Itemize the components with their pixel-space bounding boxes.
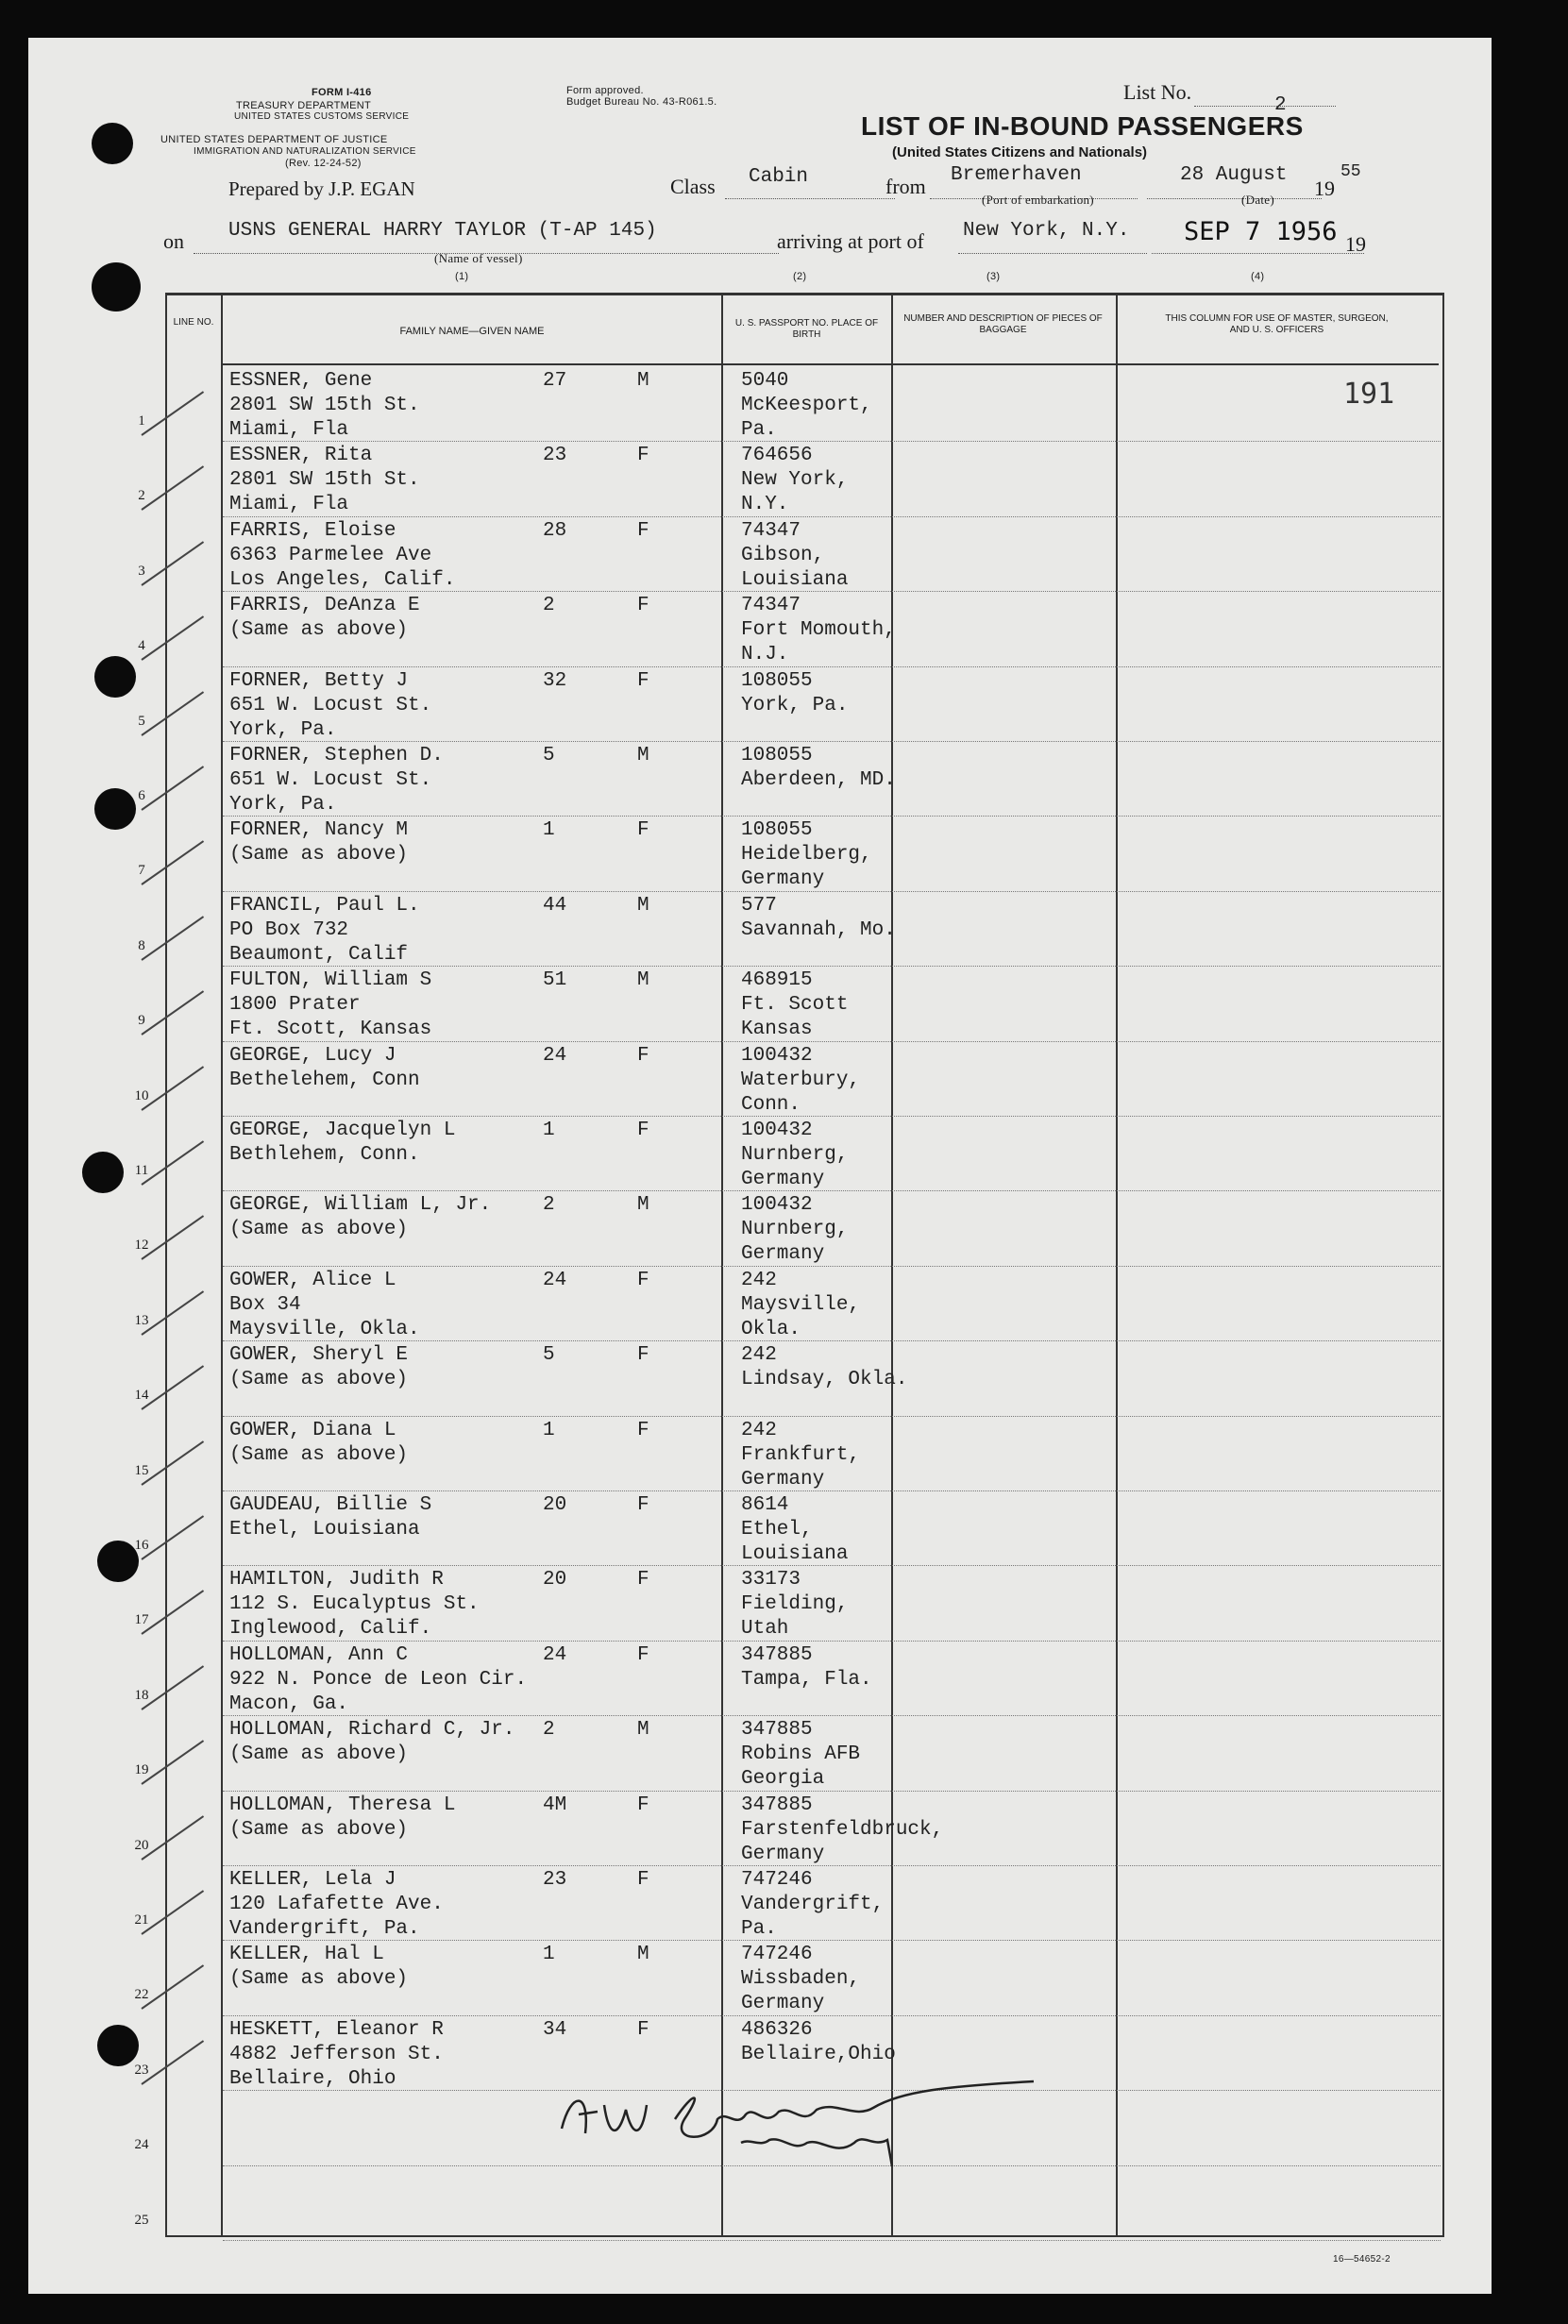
passenger-sex: F [637,1344,649,1367]
passenger-name: KELLER, Lela J [229,1869,396,1891]
passenger-age: 23 [543,1869,567,1891]
address-line-2: Miami, Fla [229,494,349,516]
passenger-age: 44 [543,894,567,917]
passenger-age: 23 [543,445,567,467]
passenger-name: HOLLOMAN, Richard C, Jr. [229,1719,515,1742]
address-line-1: 651 W. Locust St. [229,769,432,791]
birth-place-line-1: Heidelberg, [741,844,872,867]
birth-place-line-2: Conn. [741,1093,801,1116]
birth-place-line-2: Germany [741,1243,825,1266]
birth-place-line-1: Vandergrift, [741,1894,885,1915]
form-number: FORM I-416 [312,87,372,98]
birth-place-line-2: Louisiana [741,1543,849,1565]
binder-hole [97,2025,139,2066]
birth-place-line-1: York, Pa. [741,694,849,716]
passenger-age: 28 [543,519,567,542]
address-line-1: 4882 Jefferson St. [229,2043,444,2065]
address-line-1: (Same as above) [229,619,409,642]
address-line-1: 922 N. Ponce de Leon Cir. [229,1668,528,1691]
address-line-1: (Same as above) [229,1968,409,1991]
birth-place-line-1: Savannah, Mo. [741,918,896,941]
col-marker-4: (4) [1251,271,1265,282]
birth-place-line-1: Nurnberg, [741,1219,849,1241]
row-separator [223,1416,1441,1417]
passenger-name: GOWER, Alice L [229,1269,396,1291]
header-row-divider [221,363,1439,365]
passport-number: 100432 [741,1120,813,1141]
list-no: 2 [1274,94,1287,116]
passenger-age: 24 [543,1044,567,1067]
row-separator [223,1641,1441,1642]
year-suffix: 55 [1340,162,1361,181]
birth-place-line-2: Pa. [741,419,777,441]
address-line-1: 2801 SW 15th St. [229,395,420,416]
passenger-age: 1 [543,819,555,842]
birth-place-line-2: Germany [741,1843,825,1865]
passenger-name: GEORGE, William L, Jr. [229,1194,492,1217]
passenger-sex: F [637,1794,649,1816]
address-line-2: Macon, Ga. [229,1692,349,1715]
binder-hole [92,123,133,164]
arrival-date-stamp: SEP 7 1956 [1184,217,1338,246]
passenger-sex: F [637,1494,649,1516]
customs-service: UNITED STATES CUSTOMS SERVICE [234,111,410,122]
address-line-1: 2801 SW 15th St. [229,469,420,492]
line-number: 10 [134,1087,149,1103]
budget-bureau: Budget Bureau No. 43-R061.5. [566,96,717,108]
passenger-age: 32 [543,669,567,692]
passenger-sex: F [637,669,649,692]
birth-place-line-1: New York, [741,469,849,492]
passport-number: 747246 [741,1869,813,1891]
passport-number: 100432 [741,1194,813,1217]
col-header-baggage: NUMBER AND DESCRIPTION OF PIECES OF BAGGAGE [903,313,1103,335]
address-line-1: Ethel, Louisiana [229,1519,420,1541]
line-number: 14 [134,1388,149,1404]
passenger-name: HOLLOMAN, Theresa L [229,1794,456,1816]
address-line-2: Beaumont, Calif [229,943,409,966]
arrival-year-prefix: 19 [1345,232,1366,256]
line-number: 9 [138,1013,145,1029]
passenger-sex: F [637,595,649,617]
row-separator [223,1041,1441,1042]
immigration-service: IMMIGRATION AND NATURALIZATION SERVICE [194,146,416,157]
passenger-age: 5 [543,1344,555,1367]
birth-place-line-2: Louisiana [741,568,849,591]
passenger-sex: F [637,1869,649,1891]
birth-place-line-1: Farstenfeldbruck, [741,1818,944,1841]
page-title: LIST OF IN-BOUND PASSENGERS [861,111,1304,141]
from-value: Bremerhaven [951,164,1082,186]
address-line-2: Vandergrift, Pa. [229,1918,420,1940]
revision: (Rev. 12-24-52) [285,158,362,169]
passport-number: 8614 [741,1494,789,1516]
row-separator [223,2015,1441,2016]
birth-place-line-1: Frankfurt, [741,1443,861,1466]
passport-number: 108055 [741,669,813,692]
row-separator [223,966,1441,967]
class-line [725,198,895,199]
passenger-age: 1 [543,1120,555,1141]
passenger-name: FORNER, Stephen D. [229,745,444,766]
officer-stamp-number: 191 [1343,378,1395,411]
row-separator [223,591,1441,592]
passenger-name: HESKETT, Eleanor R [229,2018,444,2041]
passenger-name: FORNER, Nancy M [229,819,409,842]
vessel-label: (Name of vessel) [434,251,523,265]
signature-line2 [642,2058,695,2074]
birth-place-line-2: Germany [741,1468,825,1490]
birth-place-line-2: Kansas [741,1019,813,1041]
birth-place-line-1: Ft. Scott [741,994,849,1017]
passport-number: 747246 [741,1944,813,1966]
passenger-sex: F [637,519,649,542]
birth-place-line-1: Lindsay, Okla. [741,1369,908,1391]
address-line-1: (Same as above) [229,1443,409,1466]
passport-number: 108055 [741,745,813,766]
address-line-1: (Same as above) [229,1818,409,1841]
birth-place-line-1: Robins AFB [741,1743,861,1766]
row-separator [223,516,1441,517]
address-line-1: (Same as above) [229,1369,409,1391]
line-number: 18 [134,1687,149,1703]
passenger-age: 20 [543,1569,567,1591]
line-number: 1 [138,413,145,429]
passenger-name: HOLLOMAN, Ann C [229,1643,409,1666]
row-separator [223,1865,1441,1866]
passport-number: 577 [741,894,777,917]
date-value: 28 August [1180,164,1288,186]
line-number: 12 [134,1238,149,1254]
port-line [958,253,1147,254]
class-value: Cabin [749,166,809,188]
passport-number: 5040 [741,370,789,392]
passenger-name: KELLER, Hal L [229,1944,384,1966]
passport-number: 100432 [741,1044,813,1067]
row-separator [223,816,1441,817]
passenger-sex: F [637,1643,649,1666]
arriving-label: arriving at port of [777,229,924,253]
line-number: 17 [134,1612,149,1628]
birth-place-line-2: Georgia [741,1768,825,1791]
address-line-2: Ft. Scott, Kansas [229,1019,432,1041]
address-line-2: Inglewood, Calif. [229,1618,432,1641]
birth-place-line-2: Germany [741,1169,825,1190]
arrival-date-line [1152,253,1364,254]
passenger-name: ESSNER, Rita [229,445,373,467]
col-header-name: FAMILY NAME—GIVEN NAME [399,326,545,337]
passenger-sex: F [637,1044,649,1067]
date-line [1147,198,1322,199]
passenger-age: 27 [543,370,567,392]
birth-place-line-1: Bellaire,Ohio [741,2043,896,2065]
passenger-age: 2 [543,595,555,617]
table-right-border [1442,293,1444,2237]
col-marker-2: (2) [793,271,807,282]
passenger-sex: F [637,2018,649,2041]
passenger-name: GEORGE, Lucy J [229,1044,396,1067]
line-number: 8 [138,937,145,953]
address-line-1: 120 Lafafette Ave. [229,1894,444,1915]
line-number: 22 [134,1987,149,2003]
passenger-sex: M [637,1944,649,1966]
from-label: from [885,175,926,198]
address-line-1: (Same as above) [229,1219,409,1241]
birth-place-line-1: Fielding, [741,1593,849,1616]
passenger-age: 2 [543,1194,555,1217]
line-number: 5 [138,713,145,729]
birth-place-line-2: Okla. [741,1318,801,1340]
passport-number: 242 [741,1344,777,1367]
passenger-age: 34 [543,2018,567,2041]
passport-number: 347885 [741,1643,813,1666]
birth-place-line-1: Fort Momouth, [741,619,896,642]
passport-number: 74347 [741,595,801,617]
class-label: Class [670,175,716,198]
row-separator [223,1940,1441,1941]
table-top-border [165,293,1444,295]
passenger-name: ESSNER, Gene [229,370,373,392]
col-marker-3: (3) [986,271,1001,282]
birth-place-line-1: Aberdeen, MD. [741,769,896,791]
on-label: on [163,229,184,253]
birth-place-line-1: Wissbaden, [741,1968,861,1991]
address-line-2: Los Angeles, Calif. [229,568,456,591]
passenger-name: FULTON, William S [229,969,432,992]
list-no-label: List No. [1123,80,1192,104]
prepared-by: Prepared by J.P. EGAN [228,177,415,200]
birth-place-line-2: Germany [741,868,825,891]
birth-place-line-2: N.J. [741,644,789,666]
birth-place-line-2: Pa. [741,1918,777,1940]
line-number: 2 [138,488,145,504]
row-separator [223,666,1441,667]
passenger-age: 1 [543,1944,555,1966]
address-line-1: 1800 Prater [229,994,361,1017]
line-number: 3 [138,563,145,579]
address-line-1: 6363 Parmelee Ave [229,544,432,566]
footer-code: 16—54652-2 [1333,2254,1391,2265]
signature-line1 [557,2058,638,2074]
line-number: 13 [134,1312,149,1328]
passport-number: 347885 [741,1794,813,1816]
passport-number: 242 [741,1419,777,1441]
justice-dept: UNITED STATES DEPARTMENT OF JUSTICE [160,134,388,145]
row-separator [223,1190,1441,1191]
passenger-sex: M [637,969,649,992]
row-separator [223,441,1441,442]
vessel-name: USNS GENERAL HARRY TAYLOR (T-AP 145) [228,220,657,242]
address-line-2: Bellaire, Ohio [229,2067,396,2090]
line-number: 15 [134,1462,149,1478]
row-separator [223,891,1441,892]
passenger-name: FRANCIL, Paul L. [229,894,420,917]
birth-place-line-1: Nurnberg, [741,1144,849,1166]
birth-place-line-2: Germany [741,1993,825,2015]
passenger-sex: M [637,894,649,917]
passenger-sex: M [637,745,649,766]
birth-place-line-1: Maysville, [741,1293,861,1316]
address-line-1: Bethlehem, Conn. [229,1144,420,1166]
row-separator [223,1791,1441,1792]
address-line-2: Miami, Fla [229,419,349,441]
address-line-1: 112 S. Eucalyptus St. [229,1593,480,1616]
line-number: 19 [134,1762,149,1778]
passenger-sex: M [637,1719,649,1742]
passenger-name: FARRIS, Eloise [229,519,396,542]
line-number: 11 [134,1163,149,1178]
line-number: 25 [134,2212,149,2228]
col-header-passport: U. S. PASSPORT NO. PLACE OF BIRTH [734,318,879,340]
line-number: 20 [134,1837,149,1853]
line-number: 4 [138,638,145,654]
list-no-line [1194,106,1336,107]
birth-place-line-1: Gibson, [741,544,825,566]
row-separator [223,1715,1441,1716]
passenger-name: HAMILTON, Judith R [229,1569,444,1591]
passenger-age: 2 [543,1719,555,1742]
passenger-age: 20 [543,1494,567,1516]
passenger-sex: F [637,1419,649,1441]
passenger-sex: F [637,1569,649,1591]
passport-number: 468915 [741,969,813,992]
address-line-1: Bethelehem, Conn [229,1069,420,1091]
row-separator [223,1340,1441,1341]
birth-place-line-2: N.Y. [741,494,789,516]
line-number: 16 [134,1538,149,1553]
port-embarkation-label: (Port of embarkation) [982,193,1094,207]
passport-number: 74347 [741,519,801,542]
address-line-2: York, Pa. [229,794,337,816]
col-header-line-no: LINE NO. [173,317,214,328]
passenger-name: FORNER, Betty J [229,669,409,692]
passport-number: 347885 [741,1719,813,1742]
passenger-sex: M [637,1194,649,1217]
birth-place-line-1: Waterbury, [741,1069,861,1091]
address-line-1: PO Box 732 [229,918,349,941]
passport-number: 33173 [741,1569,801,1591]
address-line-1: (Same as above) [229,844,409,867]
col-marker-1: (1) [455,271,469,282]
birth-place-line-2: Utah [741,1618,789,1641]
line-number: 21 [134,1912,149,1928]
line-number: 6 [138,788,145,803]
line-number: 24 [134,2137,149,2153]
treasury-dept: TREASURY DEPARTMENT [236,100,372,111]
row-separator [223,2240,1441,2241]
manifest-page [28,38,1492,2294]
passenger-name: GOWER, Sheryl E [229,1344,409,1367]
row-separator [223,741,1441,742]
table-left-border [165,293,167,2237]
passenger-sex: F [637,445,649,467]
arrival-port: New York, N.Y. [963,220,1130,242]
passenger-sex: M [637,370,649,392]
passenger-age: 1 [543,1419,555,1441]
date-label: (Date) [1241,193,1274,207]
row-separator [223,1490,1441,1491]
passenger-name: FARRIS, DeAnza E [229,595,420,617]
row-separator [223,1116,1441,1117]
passenger-sex: F [637,819,649,842]
address-line-2: Maysville, Okla. [229,1318,420,1340]
birth-place-line-1: Ethel, [741,1519,813,1541]
passport-number: 242 [741,1269,777,1291]
passenger-sex: F [637,1120,649,1141]
address-line-1: Box 34 [229,1293,301,1316]
passport-number: 486326 [741,2018,813,2041]
passenger-age: 4M [543,1794,567,1816]
binder-hole [92,262,141,312]
passenger-age: 24 [543,1269,567,1291]
row-separator [223,1266,1441,1267]
line-number: 23 [134,2062,149,2078]
passenger-age: 24 [543,1643,567,1666]
row-separator [223,1565,1441,1566]
passenger-name: GOWER, Diana L [229,1419,396,1441]
passenger-sex: F [637,1269,649,1291]
address-line-1: (Same as above) [229,1743,409,1766]
table-bottom-border [165,2235,1444,2237]
passport-number: 108055 [741,819,813,842]
birth-place-line-1: McKeesport, [741,395,872,416]
birth-place-line-1: Tampa, Fla. [741,1668,872,1691]
passenger-age: 5 [543,745,555,766]
line-number: 7 [138,863,145,879]
address-line-2: York, Pa. [229,718,337,741]
form-approved: Form approved. [566,85,644,96]
passenger-name: GEORGE, Jacquelyn L [229,1120,456,1141]
binder-hole [94,656,136,698]
passenger-age: 51 [543,969,567,992]
page-subtitle: (United States Citizens and Nationals) [892,144,1148,160]
passenger-name: GAUDEAU, Billie S [229,1494,432,1516]
passport-number: 764656 [741,445,813,467]
address-line-1: 651 W. Locust St. [229,694,432,716]
col-header-officers: THIS COLUMN FOR USE OF MASTER, SURGEON, AND U. S. OFFICERS [1165,313,1389,335]
year-prefix: 19 [1314,177,1335,200]
